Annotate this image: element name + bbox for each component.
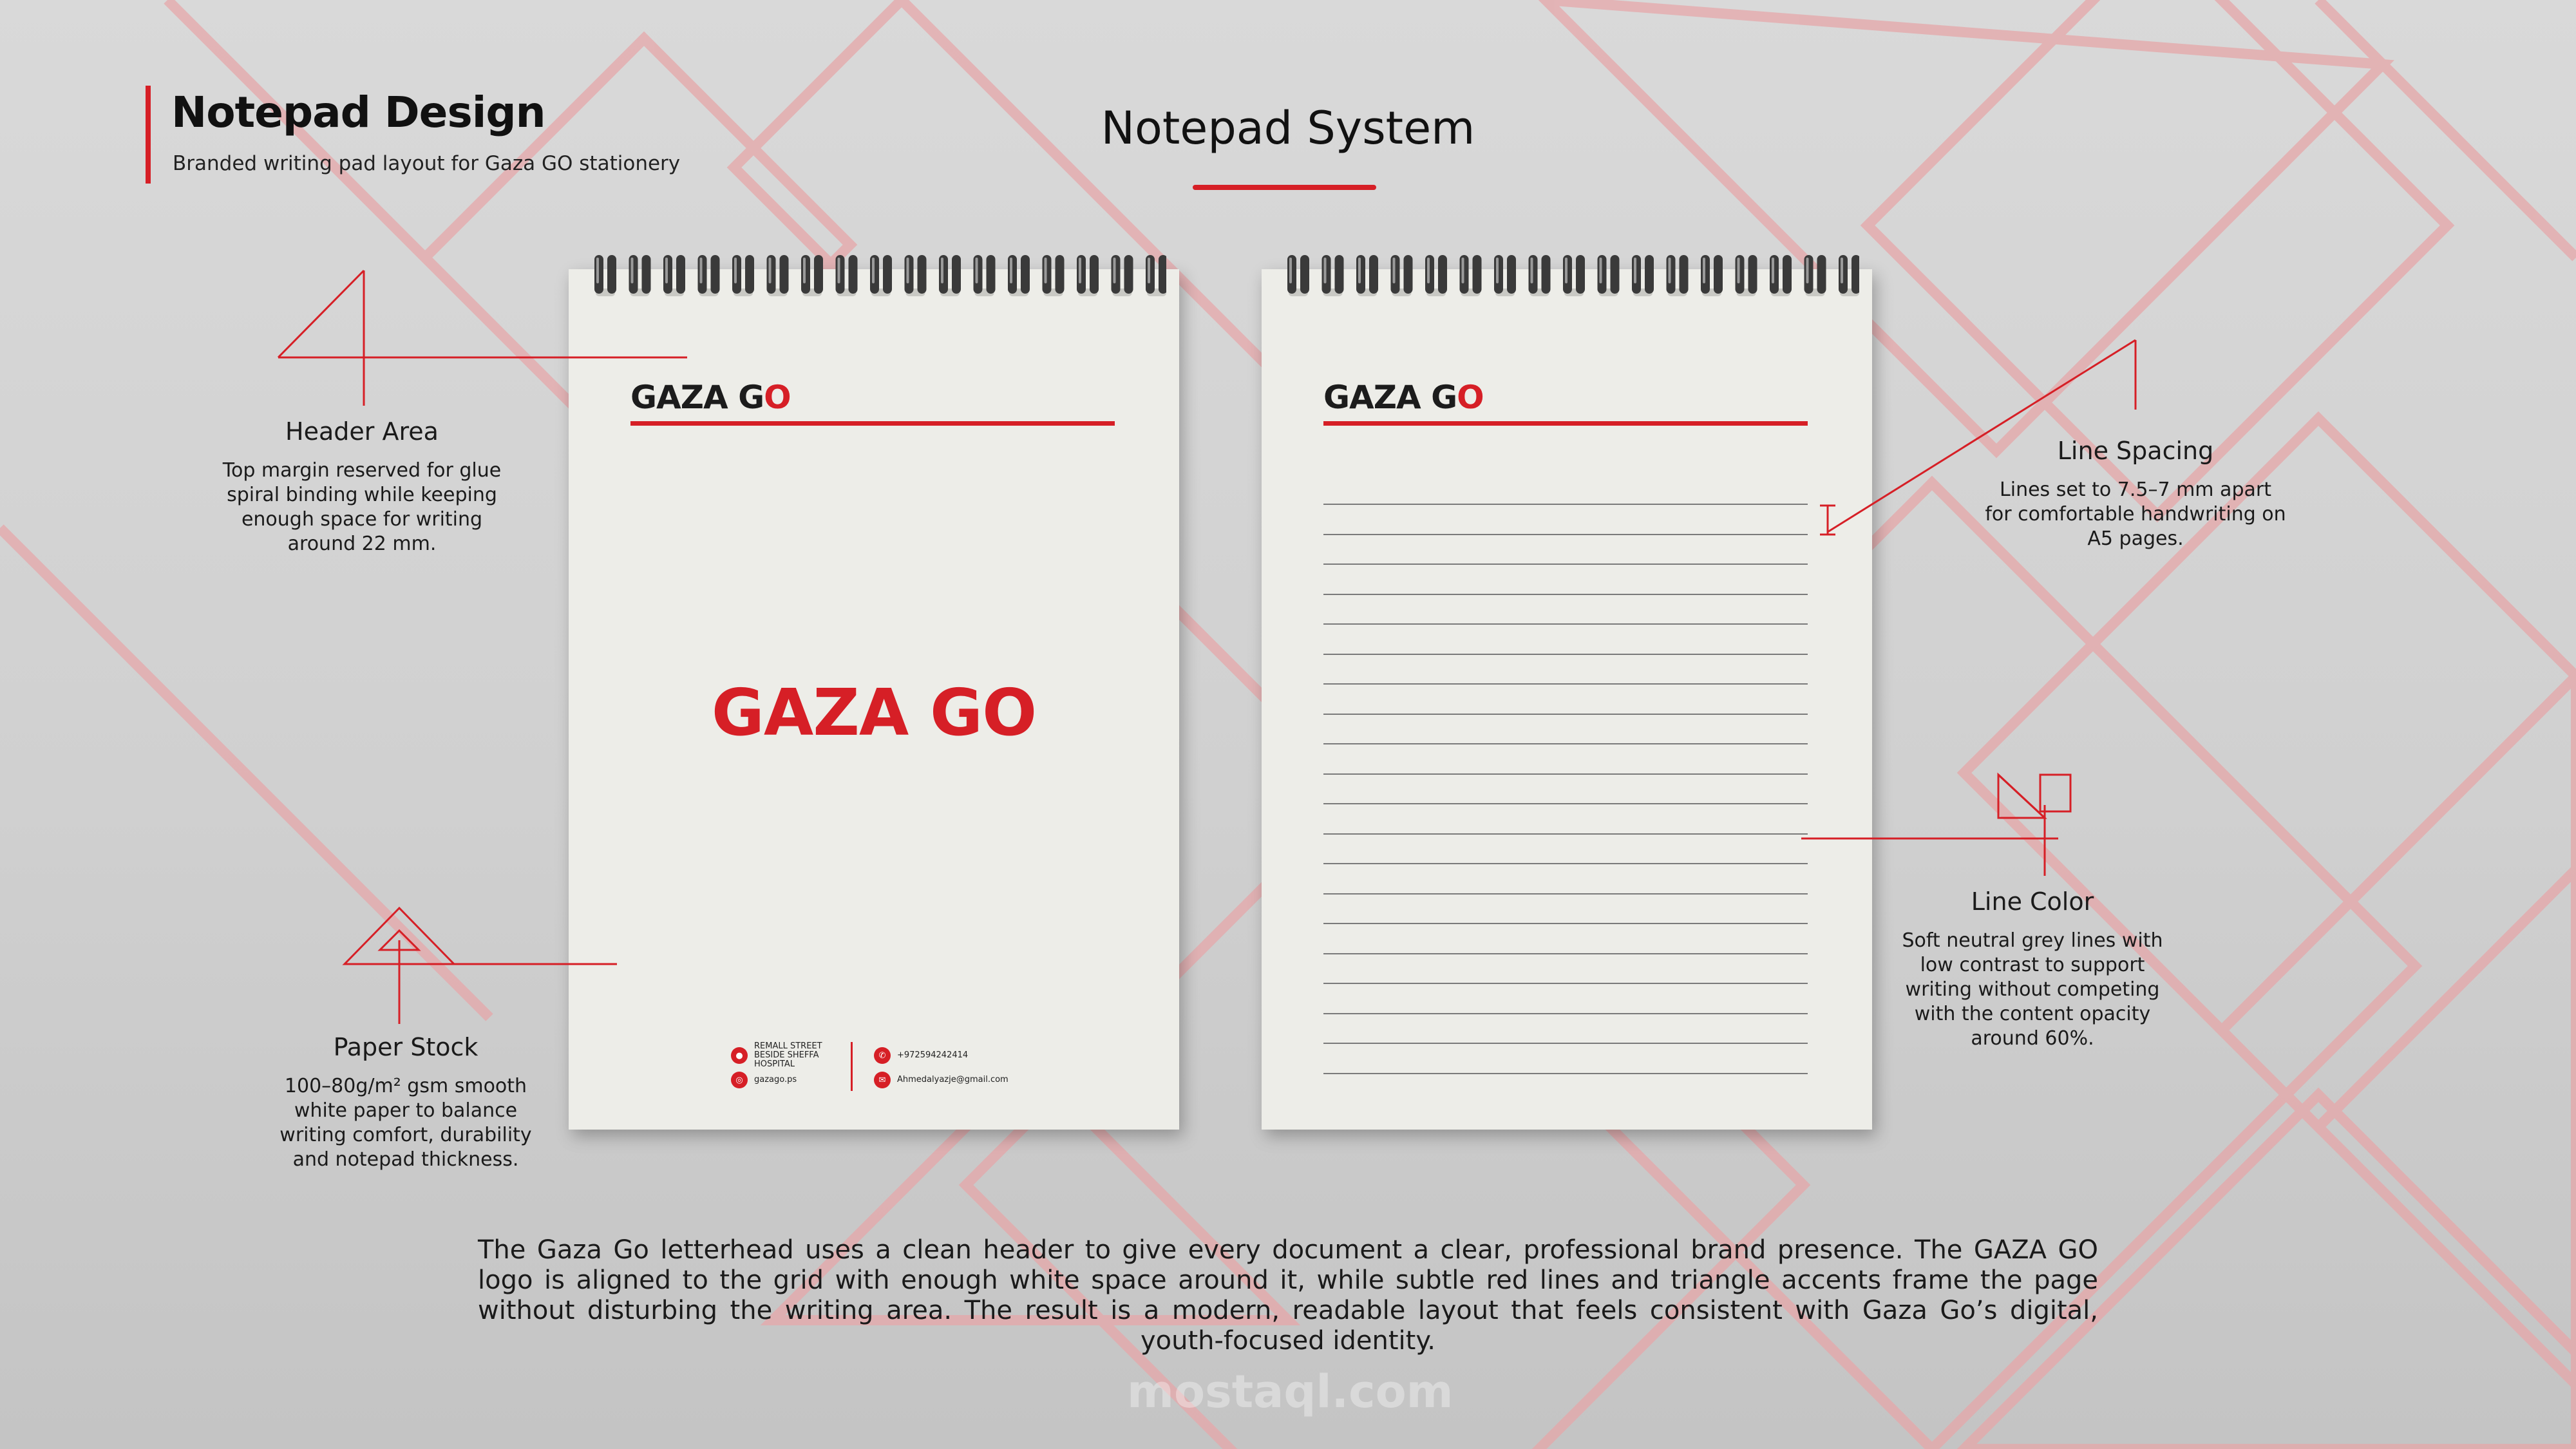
page-subtitle: Branded writing pad layout for Gaza GO stationery — [173, 152, 681, 175]
annotation-line-spacing — [1955, 437, 2316, 551]
annotation-text: 100–80g/m² gsm smooth white paper to balance writing comfort, durability and notepad thickness. — [279, 1075, 532, 1171]
mail-icon: ✉ — [874, 1072, 891, 1088]
annotation-text: Soft neutral grey lines with low contrast to support writing without competing with the content opacity around 60%. — [1902, 929, 2163, 1050]
annotation-text: Lines set to 7.5–7 mm apart for comfortable handwriting on A5 pages. — [1985, 478, 2286, 550]
contact-email: ✉ Ahmedalyazje@gmail.com — [874, 1068, 1039, 1092]
watermark: mostaql.com — [1127, 1365, 1454, 1418]
page-title: Notepad Design — [171, 88, 545, 137]
location-pin-icon: ● — [731, 1047, 748, 1064]
notepad-center-logo: GAZA GO — [711, 675, 1037, 750]
phone-icon: ✆ — [874, 1047, 891, 1064]
annotation-line-color — [1852, 887, 2213, 1051]
globe-icon: ◎ — [731, 1072, 748, 1088]
notepad-header-logo: GAZA GO — [630, 379, 791, 416]
contact-phone: ✆ +972594242414 — [874, 1043, 1039, 1068]
annotation-title: Paper Stock — [333, 1033, 478, 1061]
contact-website: ◎ gazago.ps — [731, 1068, 851, 1092]
annotation-text: Top margin reserved for glue spiral binding while keeping enough space for writing around 22 mm. — [222, 459, 502, 555]
annotation-header-area — [182, 417, 542, 556]
annotation-title: Line Spacing — [2057, 437, 2214, 465]
annotation-paper-stock — [225, 1033, 586, 1172]
contact-address: ● REMALL STREET BESIDE SHEFFA HOSPITAL — [731, 1043, 851, 1068]
notepad-header-logo: GAZA GO — [1323, 379, 1484, 416]
description-paragraph: The Gaza Go letterhead uses a clean header to give every document a clear, professional brand presence. The GAZA GO logo is aligned to the grid with enough white space around it, while subtle red lines and triangle accents frame the page without disturbing the writing area. The result is a modern, readable layout that feels consistent with Gaza Go’s digital, youth-focused identity. — [478, 1235, 2098, 1356]
section-title: Notepad System — [1101, 102, 1475, 155]
annotation-title: Line Color — [1971, 887, 2094, 916]
annotation-title: Header Area — [285, 417, 439, 446]
